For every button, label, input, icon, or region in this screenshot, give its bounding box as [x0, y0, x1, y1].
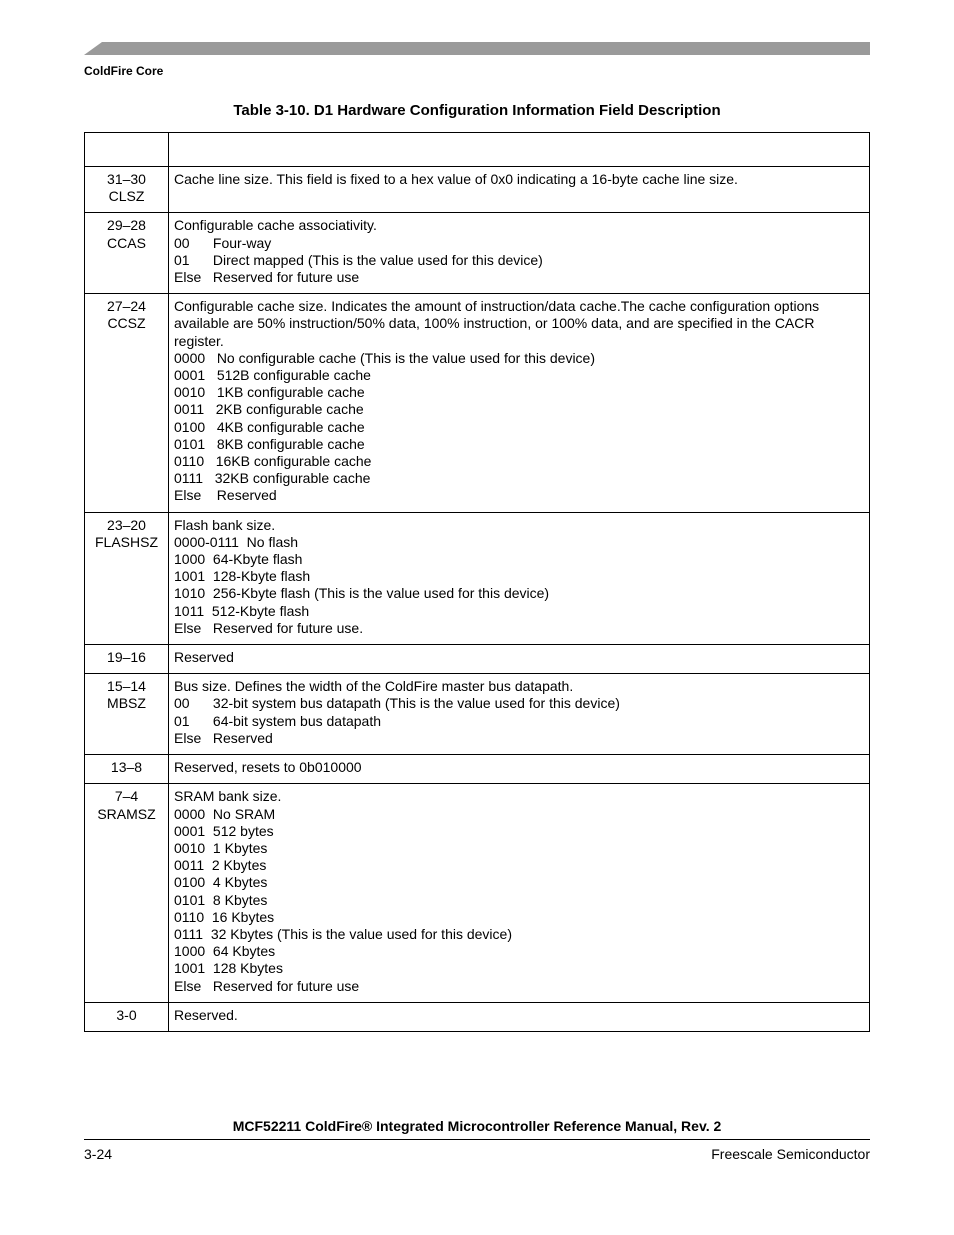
description-option: 0100 4KB configurable cache: [174, 418, 365, 435]
table-row: [85, 294, 870, 512]
description-option: 00 32-bit system bus datapath (This is the value used for this device): [174, 695, 620, 712]
field-bits: 31–30: [107, 171, 146, 187]
description-option: 0010 1KB configurable cache: [174, 384, 365, 401]
field-description-cell: [169, 512, 870, 644]
field-bits: 3-0: [116, 1006, 137, 1023]
field-description-table: [84, 132, 870, 1032]
field-name: SRAMSZ: [97, 805, 156, 822]
description-option: 0111 32 Kbytes (This is the value used for this device): [174, 925, 512, 942]
field-bits-cell: [85, 645, 169, 674]
field-bits: 13–8: [110, 759, 143, 776]
description-text: Configurable cache associativity.: [174, 217, 377, 234]
field-description-cell: [169, 784, 870, 1002]
field-bits: 15–14: [107, 678, 146, 695]
header-bar: [84, 42, 870, 55]
table-body: [85, 167, 870, 1032]
description-option: 0111 32KB configurable cache: [174, 470, 371, 487]
field-bits-cell: [85, 213, 169, 294]
description-option: Else Reserved: [174, 729, 273, 746]
field-bits-cell: [85, 512, 169, 644]
description-option: 0001 512B configurable cache: [174, 367, 371, 384]
table-header-row: [85, 133, 870, 167]
field-bits-cell: [85, 294, 169, 512]
table-row: [85, 167, 870, 213]
page-number: 3-24: [84, 1146, 113, 1162]
description-option: 1000 64 Kbytes: [174, 943, 276, 960]
running-head: ColdFire Core: [84, 64, 164, 78]
field-description-cell: [169, 674, 870, 755]
table-row: [85, 784, 870, 1002]
table-row: [85, 512, 870, 644]
field-description-cell: [169, 755, 870, 784]
company-name: Freescale Semiconductor: [711, 1146, 870, 1162]
field-name: FLASHSZ: [94, 533, 158, 550]
description-option: 1000 64-Kbyte flash: [174, 551, 303, 568]
field-description-cell: [169, 167, 870, 213]
description-option: 1010 256-Kbyte flash (This is the value used for this device): [174, 585, 550, 602]
description-text: Flash bank size.: [174, 516, 276, 533]
column-header-field: [85, 133, 169, 167]
table-row: [85, 213, 870, 294]
field-description-cell: [169, 645, 870, 674]
description-option: 1001 128 Kbytes: [174, 960, 283, 977]
description-option: Else Reserved for future use.: [174, 619, 364, 636]
field-description-cell: [169, 213, 870, 294]
field-description-cell: [169, 1002, 870, 1031]
description-option: 0101 8 Kbytes: [174, 891, 268, 908]
description-text: Reserved, resets to 0b010000: [174, 759, 362, 776]
field-bits: 29–28: [107, 217, 146, 234]
description-option: 1011 512-Kbyte flash: [174, 602, 310, 619]
field-name: CCSZ: [107, 315, 146, 332]
description-option: Else Reserved for future use: [174, 269, 360, 286]
column-header-description: [169, 133, 870, 167]
description-text: Reserved.: [174, 1006, 238, 1023]
footer-manual-title: MCF52211 ColdFire® Integrated Microcontroller Reference Manual, Rev. 2: [232, 1118, 722, 1134]
description-option: 0001 512 bytes: [174, 822, 274, 839]
field-bits-cell: [85, 784, 169, 1002]
table-row: [85, 755, 870, 784]
description-option: 0100 4 Kbytes: [174, 874, 268, 891]
field-name: CCAS: [107, 234, 146, 251]
description-option: 1001 128-Kbyte flash: [174, 568, 311, 585]
description-option: 0011 2 Kbytes: [174, 857, 267, 874]
description-option: 0000 No configurable cache (This is the value used for this device): [174, 349, 596, 366]
field-bits: 19–16: [107, 649, 146, 666]
description-option: 01 Direct mapped (This is the value used for this device): [174, 251, 543, 268]
description-option: Else Reserved: [174, 487, 277, 504]
field-bits: 7–4: [114, 788, 139, 805]
field-bits-cell: [85, 1002, 169, 1031]
description-text: Configurable cache size. Indicates the amount of instruction/data cache.The cache configuration options available are 50% instruction/50% data, 100% instruction, or 100% data, and are specified in the CACR register.: [174, 298, 820, 349]
field-bits-cell: [85, 674, 169, 755]
field-bits-cell: [85, 167, 169, 213]
table-title: Table 3-10. D1 Hardware Configuration Information Field Description: [233, 102, 721, 119]
description-text: Bus size. Defines the width of the ColdFire master bus datapath.: [174, 678, 574, 695]
table-row: [85, 645, 870, 674]
field-bits: 27–24: [107, 298, 146, 315]
field-description-cell: [169, 294, 870, 512]
table-row: [85, 1002, 870, 1031]
description-option: 00 Four-way: [174, 234, 272, 251]
field-bits: 23–20: [107, 516, 146, 533]
description-option: 0010 1 Kbytes: [174, 839, 268, 856]
description-option: 0000 No SRAM: [174, 805, 276, 822]
description-option: 0101 8KB configurable cache: [174, 435, 365, 452]
field-name: CLSZ: [108, 188, 145, 205]
footer-divider: [84, 1139, 870, 1140]
description-option: 0110 16 Kbytes: [174, 908, 275, 925]
field-bits-cell: [85, 755, 169, 784]
description-option: 0011 2KB configurable cache: [174, 401, 364, 418]
description-option: 0000-0111 No flash: [174, 533, 299, 550]
description-option: 01 64-bit system bus datapath: [174, 712, 382, 729]
field-name: MBSZ: [107, 695, 146, 712]
description-text: SRAM bank size.: [174, 788, 282, 805]
description-option: Else Reserved for future use: [174, 977, 360, 994]
description-text: Reserved: [174, 649, 234, 666]
table-row: [85, 674, 870, 755]
description-text: Cache line size. This field is fixed to a hex value of 0x0 indicating a 16-byte cache line size.: [174, 171, 738, 187]
description-option: 0110 16KB configurable cache: [174, 453, 372, 470]
